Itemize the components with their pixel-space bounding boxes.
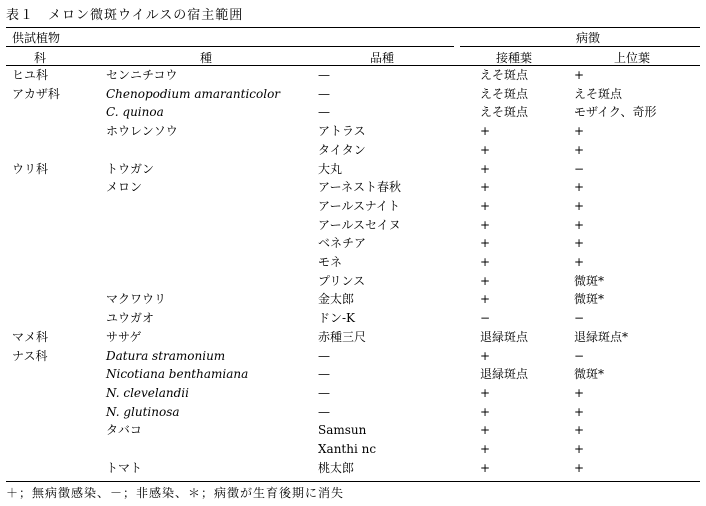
row-species: トウガン: [106, 161, 155, 176]
row-upper-leaf: えそ斑点: [574, 86, 623, 101]
row-species: トマト: [106, 460, 143, 475]
row-cultivar: 桃太郎: [318, 460, 355, 475]
row-inoculated-leaf: えそ斑点: [480, 68, 529, 82]
row-upper-leaf: +: [574, 217, 585, 232]
row-family: マメ科: [12, 329, 49, 344]
row-upper-leaf: +: [574, 442, 585, 456]
row-species: ユウガオ: [106, 311, 155, 326]
row-inoculated-leaf: えそ斑点: [480, 105, 529, 120]
row-upper-leaf: +: [574, 385, 585, 400]
table-title: 表１ メロン微斑ウイルスの宿主範囲: [6, 8, 244, 23]
row-upper-leaf: 微斑*: [574, 292, 605, 307]
row-cultivar: —: [318, 348, 330, 363]
row-family: ナス科: [12, 348, 48, 363]
row-upper-leaf: +: [574, 198, 585, 213]
row-species: C. quinoa: [106, 105, 164, 120]
row-cultivar: アーネスト春秋: [318, 180, 402, 195]
bottom-rule: [6, 481, 700, 482]
row-inoculated-leaf: +: [480, 348, 491, 363]
row-inoculated-leaf: +: [480, 460, 491, 475]
row-species: マクワウリ: [106, 292, 167, 307]
row-inoculated-leaf: +: [480, 142, 491, 157]
row-upper-leaf: +: [574, 423, 585, 438]
row-species: ホウレンソウ: [106, 124, 178, 139]
row-species: Nicotiana benthamiana: [106, 367, 249, 382]
header-species: 種: [200, 51, 213, 65]
row-cultivar: Xanthi nc: [318, 442, 377, 456]
row-species: センニチコウ: [106, 68, 178, 82]
row-inoculated-leaf: 退緑斑点: [480, 367, 529, 382]
row-upper-leaf: +: [574, 460, 585, 475]
row-cultivar: ベネチア: [318, 236, 367, 251]
row-cultivar: アールスセイヌ: [318, 217, 401, 232]
row-upper-leaf: +: [574, 404, 585, 419]
row-inoculated-leaf: +: [480, 255, 491, 269]
row-cultivar: モネ: [318, 255, 343, 269]
row-species: N. glutinosa: [106, 404, 180, 419]
row-inoculated-leaf: +: [480, 161, 491, 176]
row-cultivar: —: [318, 367, 330, 382]
row-upper-leaf: +: [574, 68, 585, 82]
header-cultivar: 品種: [370, 51, 395, 65]
row-upper-leaf: −: [574, 311, 585, 326]
row-inoculated-leaf: −: [480, 311, 491, 326]
row-inoculated-leaf: +: [480, 217, 491, 232]
row-species: メロン: [106, 180, 143, 195]
row-upper-leaf: +: [574, 124, 585, 139]
row-cultivar: —: [318, 68, 330, 82]
row-inoculated-leaf: 退緑斑点: [480, 329, 529, 344]
row-upper-leaf: +: [574, 236, 585, 251]
row-cultivar: 大丸: [318, 161, 343, 176]
row-cultivar: —: [318, 105, 330, 120]
row-family: ヒユ科: [12, 68, 49, 82]
row-cultivar: Samsun: [318, 423, 367, 438]
header-family: 科: [34, 51, 47, 65]
row-inoculated-leaf: +: [480, 236, 491, 251]
plant-group-rule: [6, 46, 454, 47]
disease-group-rule: [460, 46, 700, 47]
row-inoculated-leaf: えそ斑点: [480, 86, 529, 101]
row-cultivar: 金太郎: [318, 292, 355, 307]
row-species: N. clevelandii: [106, 385, 189, 400]
row-species: ササゲ: [106, 329, 142, 344]
row-upper-leaf: +: [574, 180, 585, 195]
row-family: ウリ科: [12, 161, 49, 176]
row-species: Datura stramonium: [106, 348, 226, 363]
row-cultivar: 赤種三尺: [318, 329, 367, 344]
row-inoculated-leaf: +: [480, 423, 491, 438]
row-upper-leaf: 退緑斑点*: [574, 329, 629, 344]
row-upper-leaf: 微斑*: [574, 273, 605, 288]
row-inoculated-leaf: +: [480, 124, 491, 139]
top-rule: [6, 27, 700, 28]
row-cultivar: アールスナイト: [318, 198, 400, 213]
row-inoculated-leaf: +: [480, 292, 491, 307]
row-upper-leaf: +: [574, 255, 585, 269]
footnote: ＋；無病徴感染、－；非感染、＊；病徴が生育後期に消失: [6, 486, 345, 500]
row-cultivar: —: [318, 404, 330, 419]
row-inoculated-leaf: +: [480, 198, 491, 213]
row-cultivar: ドン-K: [318, 311, 356, 326]
row-cultivar: タイタン: [318, 142, 366, 157]
row-cultivar: —: [318, 385, 330, 400]
header-upper-leaf: 上位葉: [614, 51, 651, 65]
row-inoculated-leaf: +: [480, 180, 491, 195]
row-inoculated-leaf: +: [480, 404, 491, 419]
row-upper-leaf: −: [574, 161, 585, 176]
row-cultivar: アトラス: [318, 124, 366, 139]
row-cultivar: プリンス: [318, 273, 366, 288]
row-inoculated-leaf: +: [480, 442, 491, 456]
header-inoculated-leaf: 接種葉: [496, 51, 533, 65]
row-family: アカザ科: [12, 86, 60, 101]
row-upper-leaf: モザイク、奇形: [574, 105, 657, 120]
row-species: タバコ: [106, 423, 142, 438]
row-inoculated-leaf: +: [480, 273, 491, 288]
header-plant-group: 供試植物: [12, 31, 61, 45]
row-upper-leaf: −: [574, 348, 585, 363]
row-upper-leaf: 微斑*: [574, 367, 605, 382]
row-species: Chenopodium amaranticolor: [106, 86, 281, 101]
row-inoculated-leaf: +: [480, 385, 491, 400]
row-cultivar: —: [318, 86, 330, 101]
row-upper-leaf: +: [574, 142, 585, 157]
header-disease-group: 病徴: [576, 31, 601, 45]
